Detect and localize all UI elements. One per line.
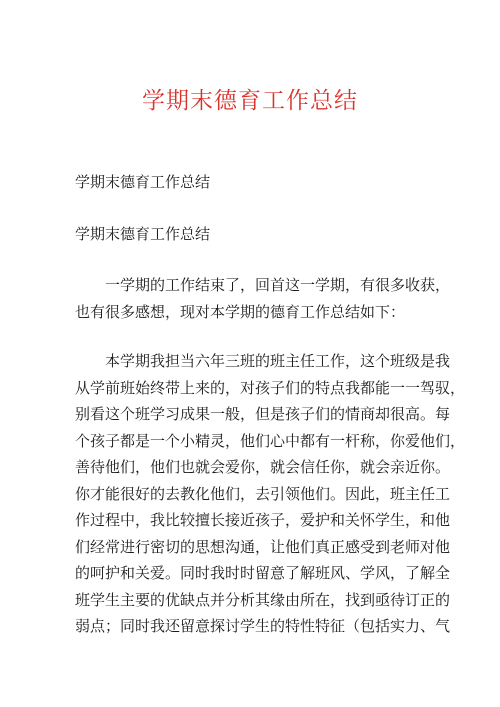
paragraph-intro <box>75 272 451 325</box>
subtitle-line-2: 学期末德育工作总结 <box>75 225 211 243</box>
paragraph-main <box>75 348 466 640</box>
paragraph-line: 善待他们，他们也就会爱你，就会信任你，就会亲近你。 <box>75 458 451 476</box>
paragraph-line: 个孩子都是一个小精灵，他们心中都有一杆称，你爱他们， <box>75 431 466 450</box>
paragraph-line: 的呵护和关爱。同时我时时留意了解班风、学风，了解全 <box>75 564 451 582</box>
paragraph-line: 弱点；同时我还留意探讨学生的特性特征（包括实力、气 <box>75 617 451 635</box>
paragraph-line: 们经常进行密切的思想沟通，让他们真正感受到老师对他 <box>75 537 451 556</box>
paragraph-line: 作过程中，我比较擅长接近孩子，爱护和关怀学生，和他 <box>75 511 451 529</box>
paragraph-line: 你才能很好的去教化他们，去引领他们。因此，班主任工 <box>75 484 451 503</box>
paragraph-line: 一学期的工作结束了，回首这一学期，有很多收获， <box>105 276 451 294</box>
paragraph-line: 也有很多感想，现对本学期的德育工作总结如下： <box>75 302 406 321</box>
document-title: 学期末德育工作总结 <box>142 88 358 114</box>
paragraph-line: 班学生主要的优缺点并分析其缘由所在，找到亟待订正的 <box>75 590 451 609</box>
paragraph-line: 从学前班始终带上来的，对孩子们的特点我都能一一驾驭， <box>75 378 466 397</box>
paragraph-line: 别看这个班学习成果一般，但是孩子们的情商却很高。每 <box>75 405 451 423</box>
subtitle-line-1: 学期末德育工作总结 <box>75 173 211 191</box>
paragraph-line: 本学期我担当六年三班的班主任工作，这个班级是我 <box>105 352 451 370</box>
